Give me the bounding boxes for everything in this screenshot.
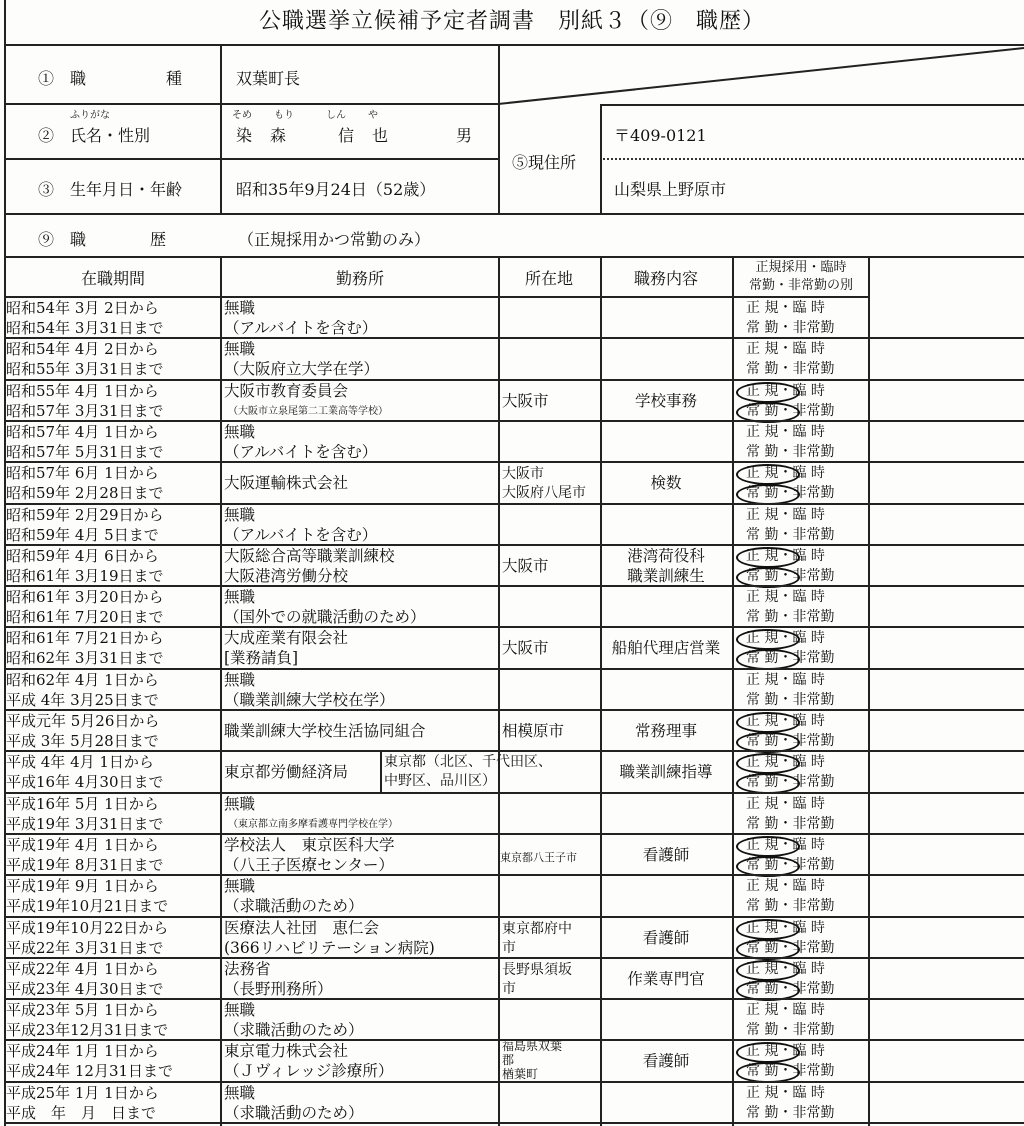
office-name: 無職 (224, 1083, 256, 1102)
location: 大阪市 (502, 639, 549, 658)
period-from: 昭和54年 3月 2日から (6, 299, 159, 317)
office-detail: （アルバイトを含む） (224, 442, 378, 461)
work-style: 常 勤・非常勤 (746, 1104, 835, 1121)
grid-line (868, 256, 870, 1126)
regular-circle (736, 919, 800, 940)
office-detail: （アルバイトを含む） (224, 525, 378, 544)
grid-line (4, 916, 1024, 918)
grid-line (600, 104, 602, 213)
location-line-2: 市 (502, 980, 516, 997)
diagonal-strike (498, 44, 1024, 106)
location-line-2: 大阪府八尾市 (502, 485, 586, 502)
header-category-2: 常勤・非常勤の別 (748, 278, 853, 293)
period-from: 昭和57年 6月 1日から (6, 464, 159, 483)
grid-line (4, 337, 1024, 339)
period-to: 平成 4年 3月25日まで (6, 690, 159, 709)
work-style: 常 勤・非常勤 (746, 733, 835, 749)
duty: 作業専門官 (627, 969, 705, 988)
period-to: 平成 3年 5月28日まで (6, 732, 159, 750)
office-detail: （八王子医療センター） (224, 855, 394, 874)
grid-line (600, 256, 602, 1126)
period-to: 昭和61年 3月19日まで (6, 566, 164, 585)
employment-type: 正 規・臨 時 (746, 1002, 825, 1019)
period-from: 平成19年10月22日から (6, 918, 169, 937)
office-name: 医療法人社団 恵仁会 (224, 918, 380, 937)
career-label: ⑨ 職 歴 (38, 230, 167, 249)
office-name: 無職 (224, 340, 256, 359)
office-name: 東京都労働経済局 (224, 763, 349, 782)
work-style: 常 勤・非常勤 (746, 526, 835, 543)
work-style: 常 勤・非常勤 (746, 320, 835, 336)
period-from: 昭和61年 7月21日から (6, 629, 164, 648)
period-to: 昭和61年 7月20日まで (6, 608, 164, 627)
period-from: 昭和55年 4月 1日から (6, 381, 159, 400)
location: 大阪市 (502, 391, 549, 410)
grid-line (498, 256, 500, 296)
office-detail: （求職活動のため） (224, 897, 364, 916)
employment-type: 正 規・臨 時 (746, 836, 825, 853)
furigana-label: ふりがな (70, 110, 110, 121)
office-name: 法務省 (224, 959, 271, 978)
grid-line (4, 833, 1024, 835)
work-style: 常 勤・非常勤 (746, 485, 835, 502)
office-detail: （職業訓練大学校在学） (224, 690, 395, 709)
office-name: 大成産業有限会社 (224, 629, 349, 648)
employment-type: 正 規・臨 時 (746, 1084, 825, 1101)
office-name: 東京電力株式会社 (224, 1042, 349, 1061)
grid-line (4, 461, 1024, 463)
employment-type: 正 規・臨 時 (746, 713, 825, 729)
work-style: 常 勤・非常勤 (746, 939, 835, 956)
location: 東京都八王子市 (500, 850, 577, 864)
grid-line (4, 503, 1024, 505)
office-name: 大阪市教育委員会 (224, 381, 349, 400)
employment-type: 正 規・臨 時 (746, 878, 825, 895)
office-name: 大阪総合高等職業訓練校 (224, 546, 395, 565)
period-to: 昭和57年 3月31日まで (6, 401, 164, 420)
office-name: 学校法人 東京医科大学 (224, 835, 395, 854)
grid-line (4, 1039, 1024, 1041)
name-furigana-2: もり (274, 110, 294, 121)
grid-line (4, 544, 1024, 546)
employment-type: 正 規・臨 時 (746, 754, 825, 771)
header-duty: 職務内容 (633, 269, 698, 288)
work-style: 常 勤・非常勤 (746, 1063, 835, 1080)
employment-type: 正 規・臨 時 (746, 960, 825, 977)
location-line-2: 郡 (502, 1053, 515, 1068)
location: 相模原市 (502, 722, 565, 740)
office-detail: （アルバイトを含む） (224, 319, 378, 337)
employment-type: 正 規・臨 時 (746, 423, 825, 440)
location-line-1: 大阪市 (502, 466, 544, 483)
employment-type: 正 規・臨 時 (746, 465, 825, 482)
document-title: 公職選挙立候補予定者調書 別紙３（⑨ 職歴） (258, 9, 765, 34)
work-style: 常 勤・非常勤 (746, 361, 835, 378)
period-from: 平成元年 5月26日から (6, 712, 160, 730)
work-style: 常 勤・非常勤 (746, 1022, 835, 1039)
period-from: 昭和61年 3月20日から (6, 588, 164, 607)
header-category-1: 正規採用・臨時 (755, 260, 847, 275)
grid-line (600, 158, 1024, 160)
employment-type: 正 規・臨 時 (746, 795, 825, 812)
location-line-2: 市 (502, 939, 516, 956)
location-line-1: 東京都府中 (502, 920, 572, 937)
gender-value: 男 (456, 126, 473, 145)
employment-type: 正 規・臨 時 (746, 547, 825, 564)
duty: 職業訓練指導 (619, 763, 713, 782)
period-to: 平成19年10月21日まで (6, 897, 169, 916)
grid-line (4, 420, 1024, 422)
office-detail: （Ｊヴィレッジ診療所） (224, 1062, 394, 1081)
regular-circle (736, 836, 800, 857)
grid-line (4, 792, 1024, 794)
grid-line (4, 709, 1024, 711)
period-to: 平成22年 3月31日まで (6, 938, 164, 957)
period-to: 昭和54年 3月31日まで (6, 319, 164, 337)
period-from: 昭和57年 4月 1日から (6, 422, 159, 441)
duty-line-2: 職業訓練生 (627, 566, 705, 585)
grid-line (4, 379, 1024, 381)
grid-line (732, 256, 734, 1126)
office-name: 無職 (224, 794, 256, 813)
duty-line-1: 港湾荷役科 (627, 546, 705, 565)
work-style: 常 勤・非常勤 (746, 856, 835, 873)
grid-line (4, 158, 498, 160)
employment-type: 正 規・臨 時 (746, 919, 825, 936)
employment-type: 正 規・臨 時 (746, 671, 825, 688)
grid-line (4, 585, 1024, 587)
office-detail: （東京都立南多摩看護専門学校在学） (228, 818, 398, 830)
grid-line (4, 668, 1024, 670)
office-name: 無職 (224, 670, 256, 689)
duty: 船舶代理店営業 (611, 639, 721, 658)
office-detail: （大阪府立大学在学） (224, 360, 380, 379)
regular-circle (736, 382, 800, 403)
office-name: 無職 (224, 1001, 256, 1020)
regular-circle (736, 960, 800, 981)
period-from: 昭和54年 4月 2日から (6, 340, 159, 359)
grid-line (220, 256, 222, 1126)
period-from: 平成19年 4月 1日から (6, 835, 159, 854)
office-detail: [業務請負] (224, 649, 299, 668)
employment-type: 正 規・臨 時 (746, 589, 825, 606)
office-name: 無職 (224, 505, 256, 524)
name-furigana-4: や (368, 110, 378, 121)
regular-circle (736, 547, 800, 568)
work-style: 常 勤・非常勤 (746, 650, 835, 667)
period-to: 平成19年 3月31日まで (6, 814, 164, 833)
regular-circle (736, 712, 800, 733)
period-to: 昭和62年 3月31日まで (6, 649, 164, 668)
grid-line (4, 874, 1024, 876)
grid-line (4, 998, 1024, 1000)
period-from: 昭和59年 2月29日から (6, 505, 164, 524)
period-from: 平成24年 1月 1日から (6, 1042, 159, 1061)
career-note: （正規採用かつ常勤のみ） (238, 230, 431, 249)
work-style: 常 勤・非常勤 (746, 402, 835, 419)
period-from: 平成19年 9月 1日から (6, 877, 159, 896)
office-name: 無職 (224, 588, 256, 607)
office-name: 職業訓練大学校生活協同組合 (224, 722, 426, 740)
period-to: 平成19年 8月31日まで (6, 855, 164, 874)
work-style: 常 勤・非常勤 (746, 815, 835, 832)
grid-line (4, 1122, 1024, 1124)
occupation-label: ① 職 種 (38, 69, 183, 88)
duty: 看護師 (642, 845, 690, 864)
cell-divider (380, 752, 382, 792)
employment-type: 正 規・臨 時 (746, 630, 825, 647)
name-furigana-1: そめ (232, 110, 252, 121)
duty: 看護師 (642, 1052, 690, 1071)
period-from: 平成25年 1月 1日から (6, 1083, 159, 1102)
header-period: 在職期間 (80, 269, 145, 288)
office-detail: （国外での就職活動のため） (224, 608, 426, 627)
header-office: 勤務所 (335, 269, 384, 288)
name-value: 染森 信也 (236, 126, 407, 145)
header-location: 所在地 (524, 269, 573, 288)
grid-line (4, 1081, 1024, 1083)
office-name: 大阪運輸株式会社 (224, 474, 349, 493)
location-line-1: 東京都（北区、千代田区、 (384, 754, 552, 771)
employment-type: 正 規・臨 時 (746, 382, 825, 399)
grid-line (4, 957, 1024, 959)
office-detail: （大阪市立泉尾第二工業高等学校） (228, 405, 388, 417)
duty: 看護師 (642, 928, 690, 947)
period-to: 昭和59年 2月28日まで (6, 484, 164, 503)
work-style: 常 勤・非常勤 (746, 691, 835, 708)
location-line-1: 福島県双葉 (502, 1039, 563, 1054)
occupation-value: 双葉町長 (236, 69, 301, 88)
grid-line (4, 256, 1024, 258)
duty: 検数 (650, 474, 682, 493)
work-style: 常 勤・非常勤 (746, 898, 835, 915)
name-gender-label: ② 氏名・性別 (38, 126, 151, 145)
period-to: 平成23年 4月30日まで (6, 979, 164, 998)
work-style: 常 勤・非常勤 (746, 443, 835, 460)
duty: 学校事務 (634, 391, 697, 410)
period-to: 昭和59年 4月 5日まで (6, 525, 159, 544)
employment-type: 正 規・臨 時 (746, 506, 825, 523)
name-furigana-3: しん (326, 110, 346, 121)
birth-value: 昭和35年9月24日（52歳） (236, 180, 436, 199)
employment-type: 正 規・臨 時 (746, 1043, 825, 1060)
work-style: 常 勤・非常勤 (746, 609, 835, 626)
employment-type: 正 規・臨 時 (746, 341, 825, 358)
grid-line (4, 103, 498, 105)
grid-line (4, 213, 1024, 215)
office-name: 無職 (224, 299, 256, 317)
grid-line (4, 296, 868, 298)
address-value: 山梨県上野原市 (614, 180, 727, 199)
work-style: 常 勤・非常勤 (746, 567, 835, 584)
period-from: 平成 4年 4月 1日から (6, 753, 154, 772)
employment-type: 正 規・臨 時 (746, 300, 825, 316)
period-to: 昭和55年 3月31日まで (6, 360, 164, 379)
period-to: 昭和57年 5月31日まで (6, 442, 164, 461)
period-from: 昭和62年 4月 1日から (6, 670, 159, 689)
location-line-3: 楢葉町 (502, 1067, 539, 1082)
office-name: 無職 (224, 422, 256, 441)
duty: 常務理事 (634, 722, 697, 740)
postal-code: 〒409-0121 (614, 126, 707, 145)
grid-line (4, 626, 1024, 628)
grid-line (220, 44, 222, 213)
period-to: 平成24年 12月31日まで (6, 1062, 174, 1081)
address-label: ⑤現住所 (512, 153, 577, 172)
office-detail: 大阪港湾労働分校 (224, 566, 349, 585)
period-to: 平成23年12月31日まで (6, 1021, 169, 1040)
location: 大阪市 (502, 556, 549, 575)
office-name: 無職 (224, 877, 256, 896)
work-style: 常 勤・非常勤 (746, 774, 835, 791)
office-detail: （求職活動のため） (224, 1021, 364, 1040)
period-from: 昭和59年 4月 6日から (6, 546, 159, 565)
location-line-2: 中野区、品川区） (384, 773, 496, 790)
birth-label: ③ 生年月日・年齢 (38, 180, 183, 199)
period-from: 平成22年 4月 1日から (6, 959, 159, 978)
period-from: 平成16年 5月 1日から (6, 794, 159, 813)
period-from: 平成23年 5月 1日から (6, 1001, 159, 1020)
period-to: 平成16年 4月30日まで (6, 773, 164, 792)
office-detail: （求職活動のため） (224, 1103, 364, 1122)
office-detail: (366リハビリテーション病院) (224, 938, 435, 957)
office-detail: （長野刑務所） (224, 979, 333, 998)
period-to: 平成 年 月 日まで (6, 1103, 157, 1122)
location-line-1: 長野県須坂 (502, 961, 572, 978)
work-style: 常 勤・非常勤 (746, 980, 835, 997)
grid-line (4, 750, 1024, 752)
